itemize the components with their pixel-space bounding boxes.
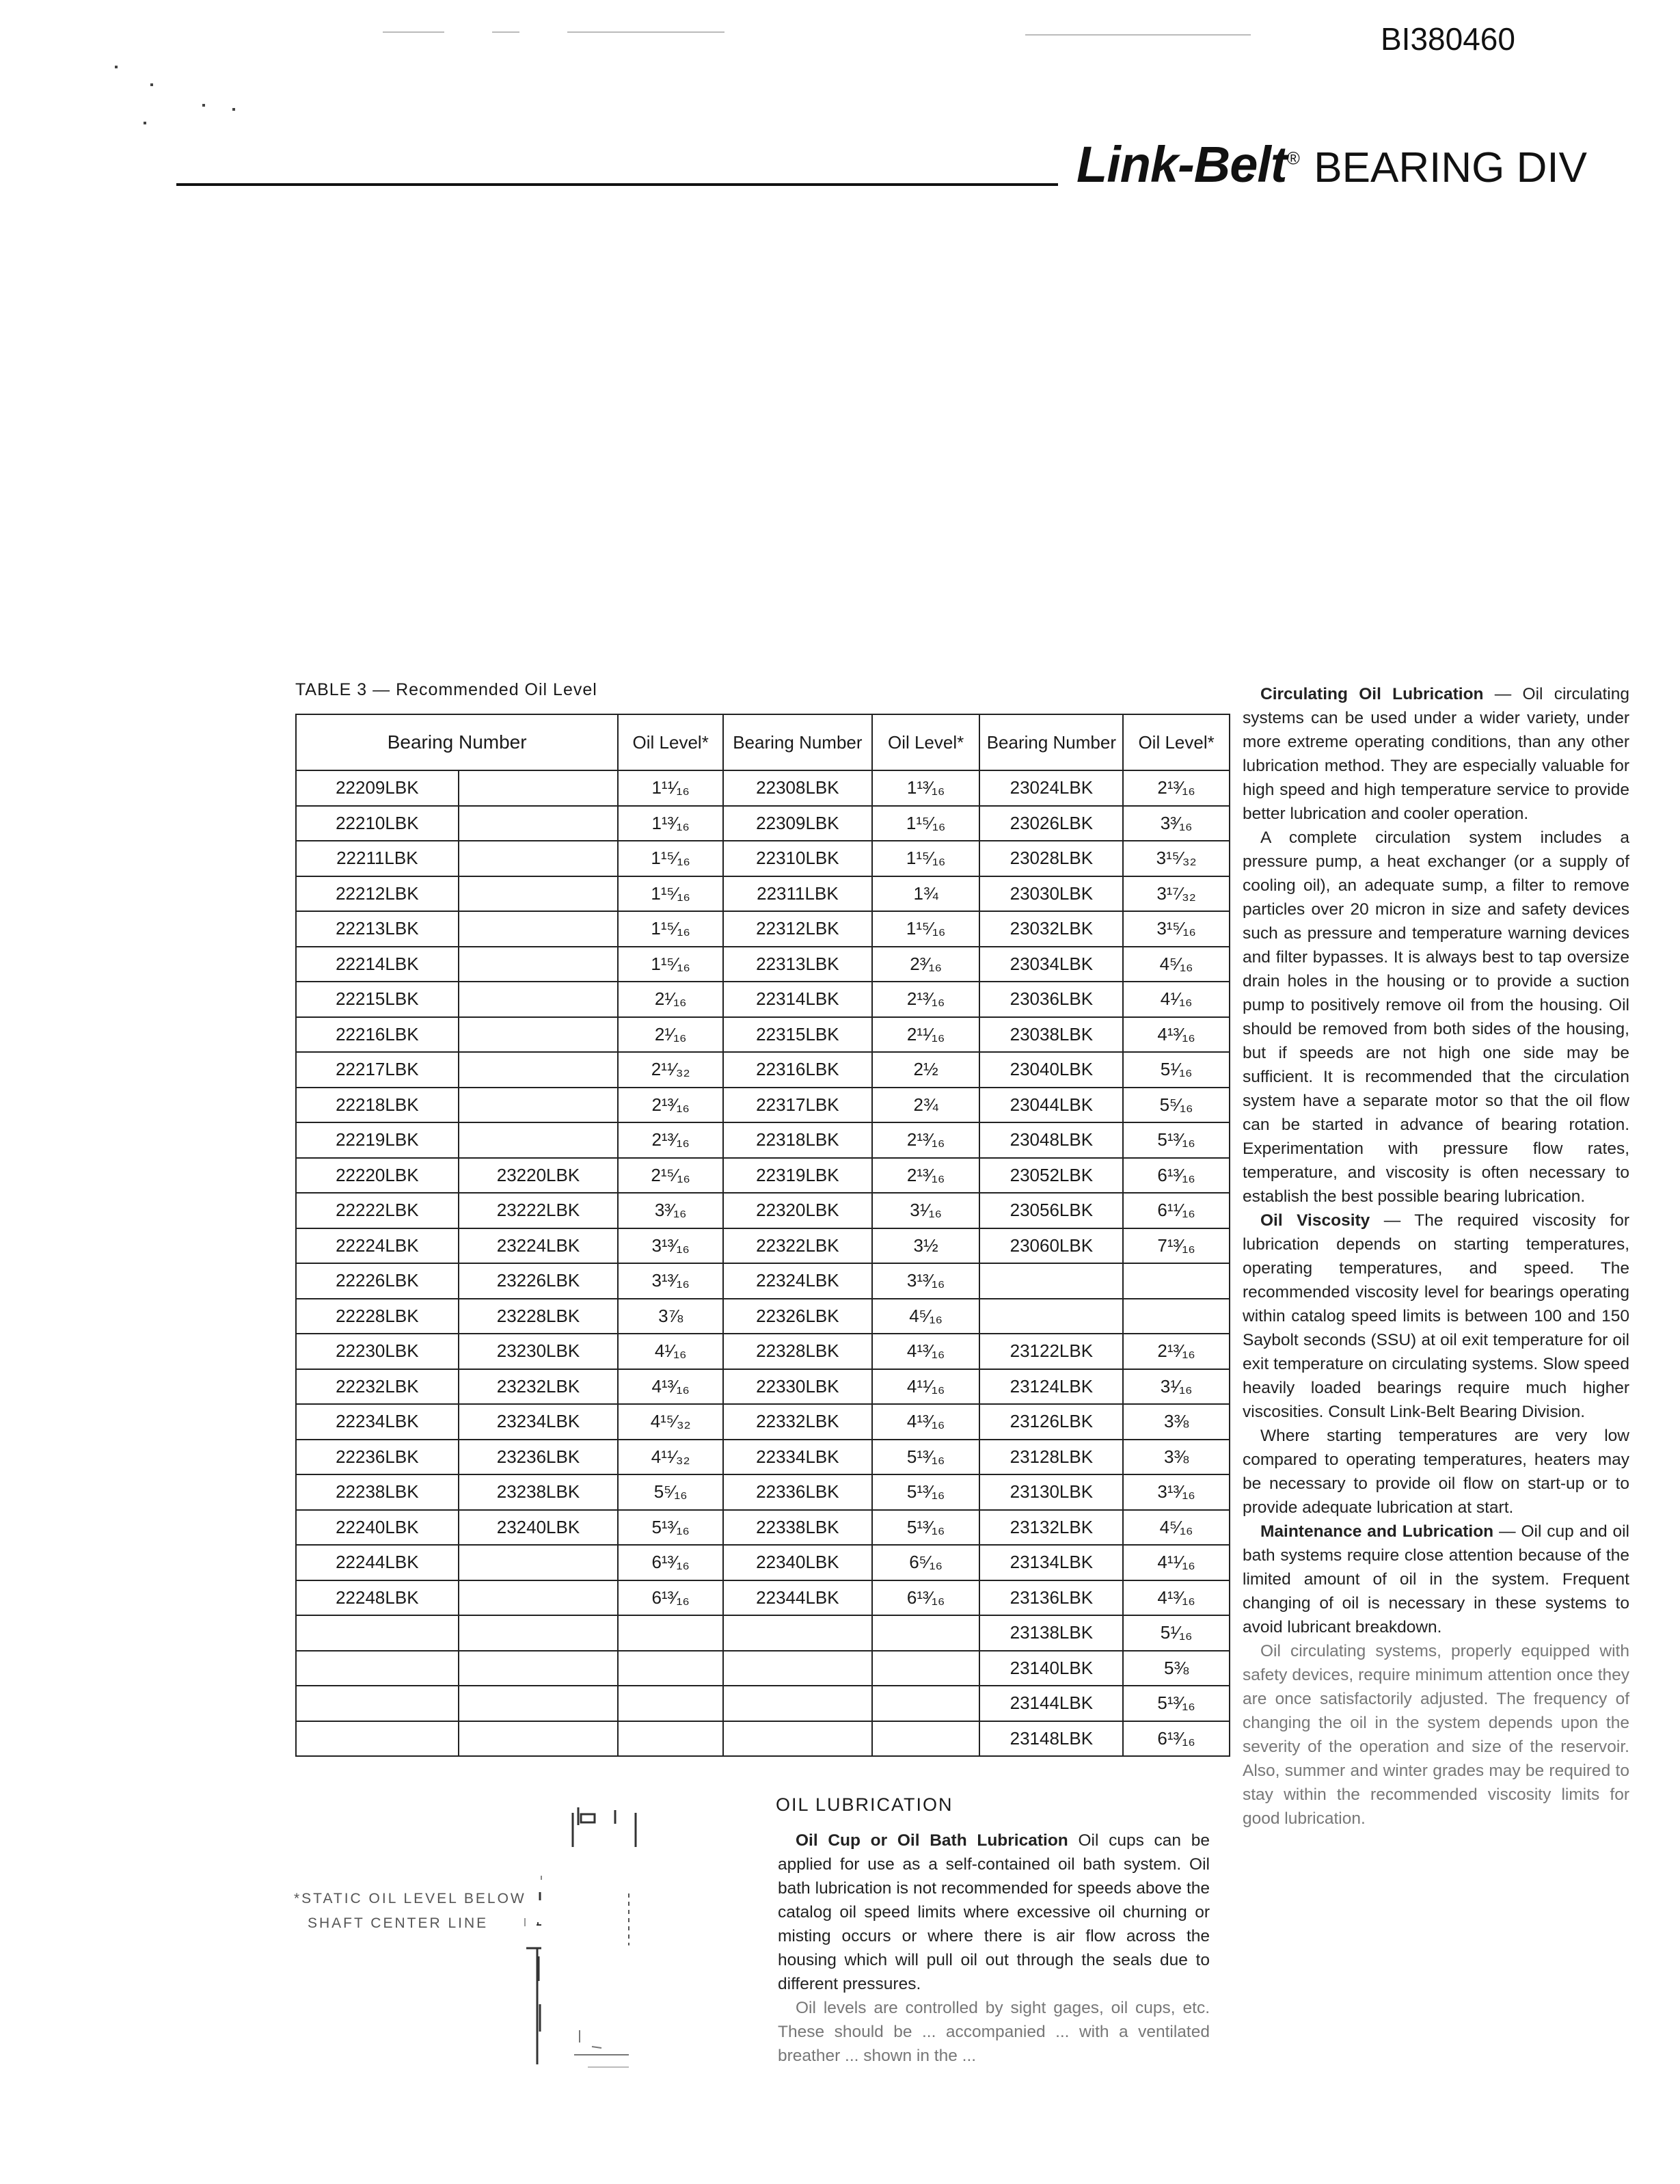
bearing-number-alt-cell: 23224LBK — [459, 1228, 619, 1264]
oil-level-cell — [872, 1721, 980, 1757]
bearing-number-cell: 23138LBK — [979, 1615, 1123, 1651]
bearing-number-alt-cell: 23236LBK — [459, 1440, 619, 1475]
bearing-number-cell — [723, 1615, 872, 1651]
bearing-number-cell: 22216LBK — [296, 1017, 459, 1053]
table-row — [296, 1651, 1230, 1686]
scan-artifact — [150, 83, 153, 86]
oil-level-cell: 1¹⁵⁄₁₆ — [872, 806, 980, 841]
header-bearing-number: Bearing Number — [979, 714, 1123, 770]
table-body — [296, 770, 1230, 1756]
oil-level-table — [295, 714, 1230, 1757]
table-row — [296, 1580, 1230, 1616]
bearing-number-alt-cell: 23228LBK — [459, 1299, 619, 1334]
oil-level-cell — [618, 1651, 723, 1686]
bearing-number-cell: 22309LBK — [723, 806, 872, 841]
oil-level-cell: 2½ — [872, 1052, 980, 1088]
table-row — [296, 1474, 1230, 1510]
bearing-number-cell: 22315LBK — [723, 1017, 872, 1053]
oil-level-cell: 3³⁄₁₆ — [1123, 806, 1230, 841]
table-row — [296, 1193, 1230, 1228]
paragraph — [778, 1829, 1210, 1996]
oil-level-cell: 2¹³⁄₁₆ — [618, 1122, 723, 1158]
bearing-number-alt-cell: 23234LBK — [459, 1404, 619, 1440]
bearing-number-cell: 23048LBK — [979, 1122, 1123, 1158]
bearing-number-cell — [979, 1263, 1123, 1299]
oil-level-cell: 5¹³⁄₁₆ — [1123, 1686, 1230, 1721]
bearing-number-alt-cell — [459, 1651, 619, 1686]
bearing-number-alt-cell — [459, 1686, 619, 1721]
bearing-number-cell: 22240LBK — [296, 1510, 459, 1546]
bearing-number-alt-cell — [459, 1721, 619, 1757]
oil-level-cell: 4¹³⁄₁₆ — [1123, 1580, 1230, 1616]
oil-level-cell: 6¹³⁄₁₆ — [872, 1580, 980, 1616]
bearing-number-cell: 22320LBK — [723, 1193, 872, 1228]
bearing-number-cell: 23036LBK — [979, 982, 1123, 1017]
paragraph-text: A complete circulation system includes a pressure pump, a heat exchanger (or a supply of cooling oil), an adequate sump, a filter to remove particles over 20 micron in size and safety devices such as pressure and temperature warning devices and filter bypasses. It is always best to tap oversize drain holes in the housing or to provide a suction pump to positively remove oil from the housing. Oil should be removed from both sides of the housing, but if speeds are not high one side may be sufficient. It is recommended that the circulation system have a separate motor so that the oil flow can be started in advance of bearing rotation. Experimentation with pressure flow rates, temperature, and viscosity is often necessary to establish the best possible bearing lubrication. — [1243, 828, 1629, 1206]
brand-header — [1076, 135, 1587, 193]
oil-level-cell: 4¹³⁄₁₆ — [872, 1404, 980, 1440]
bearing-number-alt-cell — [459, 982, 619, 1017]
paragraph — [1243, 1424, 1629, 1520]
scan-artifact — [144, 122, 146, 124]
oil-level-cell: 4⁵⁄₁₆ — [1123, 947, 1230, 982]
oil-level-cell: 3⅜ — [1123, 1404, 1230, 1440]
bearing-number-cell: 22212LBK — [296, 876, 459, 912]
bearing-number-cell: 22219LBK — [296, 1122, 459, 1158]
bearing-number-cell: 22220LBK — [296, 1158, 459, 1194]
oil-level-cell — [1123, 1299, 1230, 1334]
bearing-number-cell: 23132LBK — [979, 1510, 1123, 1546]
oil-level-cell: 5¹³⁄₁₆ — [872, 1510, 980, 1546]
table-row — [296, 1440, 1230, 1475]
oil-level-cell: 1¹¹⁄₁₆ — [618, 770, 723, 806]
bearing-number-cell — [296, 1721, 459, 1757]
bearing-number-alt-cell — [459, 1615, 619, 1651]
oil-level-cell — [618, 1721, 723, 1757]
bearing-number-cell: 22224LBK — [296, 1228, 459, 1264]
bearing-number-alt-cell — [459, 806, 619, 841]
bearing-number-cell: 22330LBK — [723, 1369, 872, 1405]
bearing-number-cell: 23034LBK — [979, 947, 1123, 982]
oil-level-cell: 5¹³⁄₁₆ — [872, 1440, 980, 1475]
oil-level-cell: 3¹³⁄₁₆ — [872, 1263, 980, 1299]
bearing-number-cell: 22226LBK — [296, 1263, 459, 1299]
bearing-number-cell: 22338LBK — [723, 1510, 872, 1546]
bearing-number-alt-cell — [459, 1122, 619, 1158]
bearing-number-cell: 22332LBK — [723, 1404, 872, 1440]
bearing-number-alt-cell — [459, 876, 619, 912]
bearing-number-cell: 22248LBK — [296, 1580, 459, 1616]
oil-level-cell: 6¹³⁄₁₆ — [618, 1580, 723, 1616]
oil-level-cell: 3¹⁄₁₆ — [1123, 1369, 1230, 1405]
oil-level-cell: 3¹³⁄₁₆ — [618, 1228, 723, 1264]
scan-artifact — [232, 108, 235, 111]
bearing-number-cell: 23032LBK — [979, 911, 1123, 947]
oil-level-cell: 5⅜ — [1123, 1651, 1230, 1686]
paragraph-text: — Oil circulating systems can be used under a wider variety, under more extreme operating conditions, than any other lubrication method. They are especially valuable for high speed and high temperature service to provide better lubrication and cooler operation. — [1243, 685, 1629, 823]
registered-mark: ® — [1286, 148, 1300, 169]
bearing-number-alt-cell — [459, 770, 619, 806]
scan-artifact — [567, 31, 724, 33]
bearing-number-cell: 23122LBK — [979, 1334, 1123, 1369]
oil-level-cell: 3⅜ — [1123, 1440, 1230, 1475]
table-row — [296, 1334, 1230, 1369]
oil-level-cell: 2¹³⁄₁₆ — [872, 982, 980, 1017]
table-row — [296, 1052, 1230, 1088]
oil-level-cell: 3½ — [872, 1228, 980, 1264]
oil-level-cell: 6¹³⁄₁₆ — [1123, 1158, 1230, 1194]
bearing-number-cell: 22222LBK — [296, 1193, 459, 1228]
bearing-number-cell: 22326LBK — [723, 1299, 872, 1334]
bearing-number-cell: 22238LBK — [296, 1474, 459, 1510]
header-oil-level: Oil Level* — [1123, 714, 1230, 770]
bearing-number-cell: 23024LBK — [979, 770, 1123, 806]
paragraph-text: Oil cups can be applied for use as a self-contained oil bath system. Oil bath lubrication is not recommended for speeds above the catalog oil speed limits where excessive oil churning or misting occurs or where there is air flow across the housing which will pull oil out through the seals due to different pressures. — [778, 1831, 1210, 1993]
header-rule — [176, 183, 1058, 186]
oil-level-cell: 3³⁄₁₆ — [618, 1193, 723, 1228]
bearing-number-cell: 23140LBK — [979, 1651, 1123, 1686]
paragraph-lead: Maintenance and Lubrication — [1260, 1522, 1494, 1541]
bearing-number-alt-cell: 23226LBK — [459, 1263, 619, 1299]
oil-level-cell: 5⁵⁄₁₆ — [1123, 1088, 1230, 1123]
bearing-number-alt-cell — [459, 1088, 619, 1123]
oil-level-cell: 6¹³⁄₁₆ — [618, 1545, 723, 1580]
oil-level-cell: 6¹¹⁄₁₆ — [1123, 1193, 1230, 1228]
bearing-number-cell: 22334LBK — [723, 1440, 872, 1475]
bearing-number-cell: 22324LBK — [723, 1263, 872, 1299]
table-row — [296, 841, 1230, 876]
table-row — [296, 1299, 1230, 1334]
oil-level-cell: 1¹⁵⁄₁₆ — [872, 911, 980, 947]
bearing-number-alt-cell: 23230LBK — [459, 1334, 619, 1369]
bearing-number-cell: 23028LBK — [979, 841, 1123, 876]
table-row — [296, 911, 1230, 947]
bearing-number-cell: 22319LBK — [723, 1158, 872, 1194]
paragraph — [1243, 826, 1629, 1209]
bearing-number-cell: 22232LBK — [296, 1369, 459, 1405]
bearing-number-cell: 23148LBK — [979, 1721, 1123, 1757]
scan-artifact — [383, 31, 444, 33]
bearing-number-alt-cell — [459, 1017, 619, 1053]
oil-level-cell: 4¹¹⁄₁₆ — [872, 1369, 980, 1405]
oil-level-cell: 2¹¹⁄₃₂ — [618, 1052, 723, 1088]
oil-level-cell: 2¹³⁄₁₆ — [618, 1088, 723, 1123]
table-row — [296, 1404, 1230, 1440]
bearing-number-cell — [979, 1299, 1123, 1334]
bearing-number-cell: 22215LBK — [296, 982, 459, 1017]
bearing-number-cell — [296, 1686, 459, 1721]
oil-level-cell: 3¹³⁄₁₆ — [1123, 1474, 1230, 1510]
document-id: BI380460 — [1381, 21, 1515, 57]
table-caption: TABLE 3 — Recommended Oil Level — [295, 680, 597, 699]
oil-level-cell: 4¹¹⁄₁₆ — [1123, 1545, 1230, 1580]
header-oil-level: Oil Level* — [618, 714, 723, 770]
oil-level-cell: 1¹³⁄₁₆ — [618, 806, 723, 841]
bearing-number-cell: 22217LBK — [296, 1052, 459, 1088]
bearing-number-cell: 22336LBK — [723, 1474, 872, 1510]
division-name: BEARING DIV — [1314, 144, 1587, 191]
oil-level-cell: 2¹¹⁄₁₆ — [872, 1017, 980, 1053]
bearing-number-cell — [723, 1651, 872, 1686]
bearing-number-cell: 22322LBK — [723, 1228, 872, 1264]
oil-level-cell: 1¹⁵⁄₁₆ — [618, 876, 723, 912]
bearing-number-alt-cell: 23232LBK — [459, 1369, 619, 1405]
bearing-number-cell: 22317LBK — [723, 1088, 872, 1123]
oil-level-cell: 1¹⁵⁄₁₆ — [618, 841, 723, 876]
oil-level-cell: 7¹³⁄₁₆ — [1123, 1228, 1230, 1264]
bearing-number-cell: 23060LBK — [979, 1228, 1123, 1264]
oil-level-cell: 2¾ — [872, 1088, 980, 1123]
paragraph — [1243, 682, 1629, 826]
table-row — [296, 1158, 1230, 1194]
oil-level-cell: 6⁵⁄₁₆ — [872, 1545, 980, 1580]
bearing-number-cell: 22210LBK — [296, 806, 459, 841]
oil-level-cell: 1¹⁵⁄₁₆ — [618, 911, 723, 947]
bearing-number-cell: 22214LBK — [296, 947, 459, 982]
oil-level-cell — [872, 1686, 980, 1721]
scan-artifact — [1025, 34, 1251, 36]
oil-level-cell: 5⁵⁄₁₆ — [618, 1474, 723, 1510]
header-bearing-number: Bearing Number — [296, 714, 618, 770]
table-row — [296, 1545, 1230, 1580]
bearing-number-cell: 22316LBK — [723, 1052, 872, 1088]
paragraph-text: Oil levels are controlled by sight gages, oil cups, etc. These should be ... accompanied ... with a ventilated breather ... shown in the ... — [778, 1999, 1210, 2065]
oil-level-cell: 2¹³⁄₁₆ — [872, 1122, 980, 1158]
oil-level-cell: 5¹³⁄₁₆ — [1123, 1122, 1230, 1158]
oil-level-cell: 3¹⁄₁₆ — [872, 1193, 980, 1228]
bearing-number-alt-cell: 23222LBK — [459, 1193, 619, 1228]
paragraph-text: — The required viscosity for lubrication depends on starting temperatures, operating temperatures, and speed. The recommended viscosity level for bearings operating within catalog speed limits is between 100 and 150 Saybolt seconds (SSU) at oil exit temperature for oil exit temperature on circulating systems. Slow speed heavily loaded bearings require much higher viscosities. Consult Link-Belt Bearing Division. — [1243, 1211, 1629, 1421]
oil-level-cell: 1¹⁵⁄₁₆ — [872, 841, 980, 876]
bearing-number-alt-cell — [459, 1545, 619, 1580]
oil-level-cell: 5¹⁄₁₆ — [1123, 1052, 1230, 1088]
bearing-number-cell: 22209LBK — [296, 770, 459, 806]
oil-level-cell: 1¾ — [872, 876, 980, 912]
oil-level-cell: 4⁵⁄₁₆ — [1123, 1510, 1230, 1546]
scan-artifact — [115, 66, 118, 68]
bearing-number-cell — [723, 1686, 872, 1721]
brand-logo: Link-Belt — [1076, 136, 1287, 193]
oil-level-cell: 4¹¹⁄₃₂ — [618, 1440, 723, 1475]
bearing-number-alt-cell — [459, 1580, 619, 1616]
oil-lubrication-text — [778, 1829, 1210, 2068]
bearing-number-cell: 22310LBK — [723, 841, 872, 876]
table-row — [296, 770, 1230, 806]
bearing-number-alt-cell: 23240LBK — [459, 1510, 619, 1546]
bearing-number-cell: 23136LBK — [979, 1580, 1123, 1616]
bearing-number-cell: 22328LBK — [723, 1334, 872, 1369]
oil-level-cell: 5¹³⁄₁₆ — [872, 1474, 980, 1510]
header-oil-level: Oil Level* — [872, 714, 980, 770]
oil-level-cell — [872, 1615, 980, 1651]
table-row — [296, 806, 1230, 841]
oil-level-cell: 2³⁄₁₆ — [872, 947, 980, 982]
table-row — [296, 1088, 1230, 1123]
oil-level-cell: 2¹³⁄₁₆ — [1123, 1334, 1230, 1369]
bearing-number-cell: 22244LBK — [296, 1545, 459, 1580]
bearing-number-cell: 23130LBK — [979, 1474, 1123, 1510]
bearing-number-cell: 23026LBK — [979, 806, 1123, 841]
table-row — [296, 1686, 1230, 1721]
bearing-sketch — [287, 1805, 670, 2078]
table-row — [296, 876, 1230, 912]
oil-level-cell: 4¹⁵⁄₃₂ — [618, 1404, 723, 1440]
table-row — [296, 1263, 1230, 1299]
bearing-number-cell: 22230LBK — [296, 1334, 459, 1369]
oil-level-cell: 3¹⁵⁄₁₆ — [1123, 911, 1230, 947]
oil-level-cell: 2¹⁄₁₆ — [618, 1017, 723, 1053]
oil-level-cell: 4¹³⁄₁₆ — [618, 1369, 723, 1405]
bearing-number-cell: 22318LBK — [723, 1122, 872, 1158]
bearing-number-cell: 22218LBK — [296, 1088, 459, 1123]
oil-level-cell — [618, 1686, 723, 1721]
bearing-number-cell: 23038LBK — [979, 1017, 1123, 1053]
oil-level-cell: 3¹⁷⁄₃₂ — [1123, 876, 1230, 912]
oil-level-cell: 4¹⁄₁₆ — [618, 1334, 723, 1369]
scan-artifact — [202, 104, 205, 107]
paragraph-lead: Circulating Oil Lubrication — [1260, 685, 1484, 703]
bearing-number-cell: 22313LBK — [723, 947, 872, 982]
oil-level-cell: 2¹⁵⁄₁₆ — [618, 1158, 723, 1194]
oil-level-cell — [872, 1651, 980, 1686]
table-row — [296, 1510, 1230, 1546]
bearing-number-cell: 23128LBK — [979, 1440, 1123, 1475]
bearing-number-alt-cell — [459, 947, 619, 982]
bearing-number-cell: 23052LBK — [979, 1158, 1123, 1194]
oil-level-cell: 3⅞ — [618, 1299, 723, 1334]
diagram-note-line2: SHAFT CENTER LINE — [308, 1915, 489, 1931]
table-row — [296, 1615, 1230, 1651]
table-row — [296, 1369, 1230, 1405]
bearing-number-alt-cell — [459, 1052, 619, 1088]
oil-level-cell: 2¹³⁄₁₆ — [1123, 770, 1230, 806]
bearing-number-cell — [723, 1721, 872, 1757]
bearing-number-cell: 22314LBK — [723, 982, 872, 1017]
oil-level-cell: 2¹⁄₁₆ — [618, 982, 723, 1017]
oil-level-cell: 3¹⁵⁄₃₂ — [1123, 841, 1230, 876]
table-row — [296, 1228, 1230, 1264]
table-row — [296, 982, 1230, 1017]
table-row — [296, 947, 1230, 982]
oil-level-cell: 4¹³⁄₁₆ — [1123, 1017, 1230, 1053]
oil-level-diagram — [287, 1805, 670, 2078]
oil-level-cell — [1123, 1263, 1230, 1299]
paragraph — [1243, 1520, 1629, 1639]
bearing-number-cell: 23134LBK — [979, 1545, 1123, 1580]
oil-level-cell: 4¹³⁄₁₆ — [872, 1334, 980, 1369]
scan-artifact — [492, 31, 519, 33]
oil-level-cell: 1¹³⁄₁₆ — [872, 770, 980, 806]
bearing-number-cell: 23030LBK — [979, 876, 1123, 912]
paragraph-text: Oil circulating systems, properly equipped with safety devices, require minimum attention once they are once satisfactorily adjusted. The frequency of changing the oil in the system depends upon the severity of the operation and size of the reservoir. Also, summer and winter grades may be required to stay within the recommended viscosity limits for good lubrication. — [1243, 1642, 1629, 1828]
bearing-number-cell: 22344LBK — [723, 1580, 872, 1616]
paragraph-text: Where starting temperatures are very low compared to operating temperatures, heaters may be necessary to provide oil flow on start-up or to provide adequate lubrication at start. — [1243, 1427, 1629, 1517]
oil-level-cell: 3¹³⁄₁₆ — [618, 1263, 723, 1299]
bearing-number-cell: 22228LBK — [296, 1299, 459, 1334]
section-title-oil-lubrication: OIL LUBRICATION — [776, 1794, 953, 1815]
bearing-number-alt-cell — [459, 841, 619, 876]
bearing-number-cell: 23126LBK — [979, 1404, 1123, 1440]
oil-level-cell: 4¹⁄₁₆ — [1123, 982, 1230, 1017]
bearing-number-cell: 22311LBK — [723, 876, 872, 912]
table-row — [296, 1721, 1230, 1757]
bearing-number-cell: 22236LBK — [296, 1440, 459, 1475]
table-header-row — [296, 714, 1230, 770]
oil-level-cell: 4⁵⁄₁₆ — [872, 1299, 980, 1334]
bearing-number-alt-cell: 23238LBK — [459, 1474, 619, 1510]
oil-level-cell — [618, 1615, 723, 1651]
bearing-number-cell: 22213LBK — [296, 911, 459, 947]
bearing-number-cell: 23124LBK — [979, 1369, 1123, 1405]
paragraph-text: — Oil cup and oil bath systems require close attention because of the limited amount of oil in the system. Frequent changing of oil is necessary in these systems to avoid lubricant breakdown. — [1243, 1522, 1629, 1636]
oil-level-cell: 1¹⁵⁄₁₆ — [618, 947, 723, 982]
bearing-number-cell: 22340LBK — [723, 1545, 872, 1580]
paragraph-lead: Oil Cup or Oil Bath Lubrication — [796, 1831, 1068, 1850]
bearing-number-cell — [296, 1615, 459, 1651]
table-row — [296, 1017, 1230, 1053]
diagram-note-line1: *STATIC OIL LEVEL BELOW — [294, 1891, 526, 1906]
bearing-number-cell: 22312LBK — [723, 911, 872, 947]
bearing-number-cell: 22234LBK — [296, 1404, 459, 1440]
paragraph — [1243, 1639, 1629, 1831]
bearing-number-cell: 23044LBK — [979, 1088, 1123, 1123]
bearing-number-cell: 23144LBK — [979, 1686, 1123, 1721]
bearing-number-alt-cell — [459, 911, 619, 947]
header-bearing-number: Bearing Number — [723, 714, 872, 770]
paragraph — [778, 1996, 1210, 2068]
table-row — [296, 1122, 1230, 1158]
right-column-text — [1243, 682, 1629, 1831]
bearing-number-cell: 22308LBK — [723, 770, 872, 806]
bearing-number-cell: 23056LBK — [979, 1193, 1123, 1228]
oil-level-cell: 5¹³⁄₁₆ — [618, 1510, 723, 1546]
oil-level-cell: 2¹³⁄₁₆ — [872, 1158, 980, 1194]
paragraph-lead: Oil Viscosity — [1260, 1211, 1370, 1230]
bearing-number-cell: 22211LBK — [296, 841, 459, 876]
bearing-number-alt-cell: 23220LBK — [459, 1158, 619, 1194]
oil-level-cell: 6¹³⁄₁₆ — [1123, 1721, 1230, 1757]
bearing-number-cell: 23040LBK — [979, 1052, 1123, 1088]
bearing-number-cell — [296, 1651, 459, 1686]
oil-level-cell: 5¹⁄₁₆ — [1123, 1615, 1230, 1651]
paragraph — [1243, 1209, 1629, 1424]
